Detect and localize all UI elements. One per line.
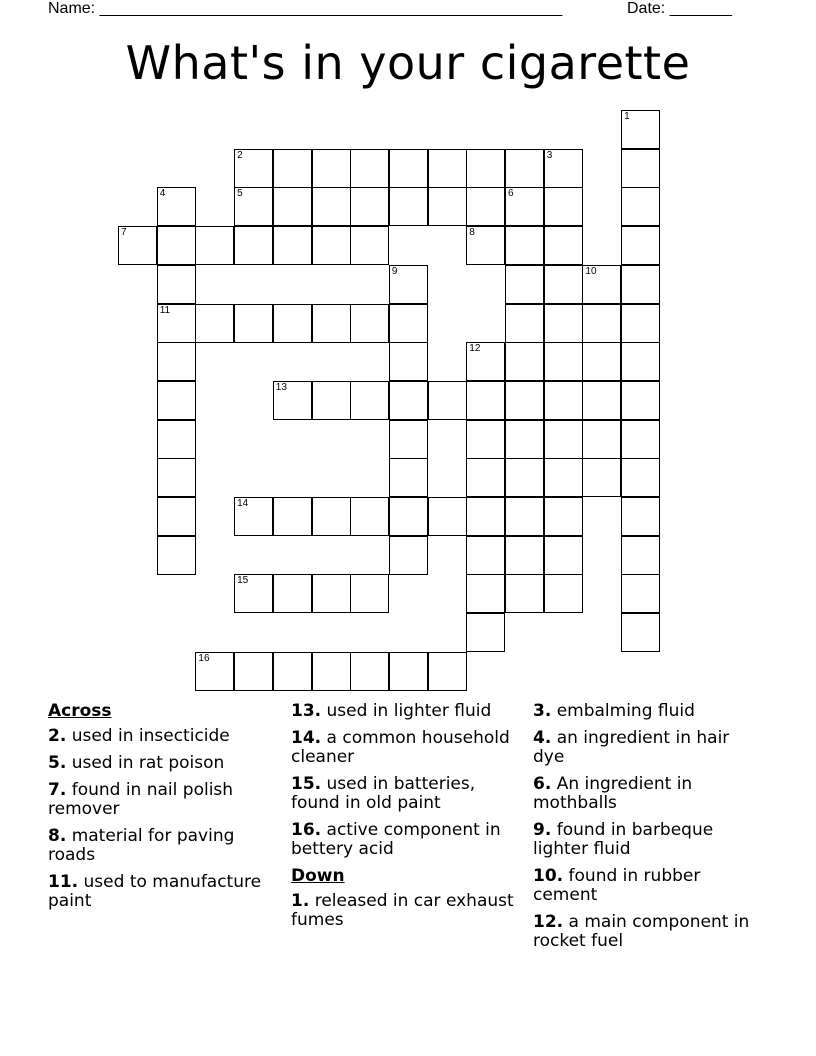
grid-cell[interactable] [157,381,196,420]
grid-cell[interactable] [350,187,389,226]
grid-cell[interactable] [273,381,312,420]
grid-cell[interactable] [428,381,467,420]
grid-cell[interactable] [312,574,351,613]
grid-cell[interactable] [621,226,660,265]
name-blank[interactable]: ____________________________________________________ [99,0,563,17]
grid-cell[interactable] [505,458,544,497]
grid-cell[interactable] [350,304,389,343]
grid-cell[interactable] [389,420,428,459]
grid-cell[interactable] [544,458,583,497]
clue-number: 5 [237,188,243,200]
grid-cell[interactable] [389,187,428,226]
grid-cell[interactable] [505,342,544,381]
grid-cell[interactable] [389,497,428,536]
clue-number: 7 [121,227,127,239]
grid-cell[interactable] [157,497,196,536]
grid-cell[interactable] [195,652,234,691]
grid-cell[interactable] [234,304,273,343]
clue-down-10: 10. found in rubber cement [533,866,701,905]
grid-cell[interactable] [505,536,544,575]
clue-across-7: 7. found in nail polish remover [48,780,234,819]
grid-cell[interactable] [428,149,467,188]
grid-cell[interactable] [273,574,312,613]
grid-cell[interactable] [621,342,660,381]
grid-cell[interactable] [389,458,428,497]
clue-down-4: 4. an ingredient in hair dye [533,728,730,767]
grid-cell[interactable] [505,265,544,304]
grid-cell[interactable] [389,536,428,575]
grid-cell[interactable] [195,304,234,343]
grid-cell[interactable] [428,652,467,691]
grid-cell[interactable] [466,574,505,613]
grid-cell[interactable] [350,226,389,265]
grid-cell[interactable] [312,652,351,691]
clue-number: 15 [237,575,249,587]
clue-number: 11 [159,304,171,316]
grid-cell[interactable] [273,187,312,226]
grid-cell[interactable] [621,304,660,343]
grid-cell[interactable] [157,187,196,226]
grid-cell[interactable] [273,652,312,691]
grid-cell[interactable] [312,226,351,265]
grid-cell[interactable] [466,458,505,497]
grid-cell[interactable] [157,304,196,343]
clue-across-16: 16. active component in bettery acid [291,820,501,859]
grid-cell[interactable] [544,149,583,188]
clue-number: 2 [237,149,243,161]
clue-down-12: 12. a main component in rocket fuel [533,912,750,951]
grid-cell[interactable] [621,574,660,613]
grid-cell[interactable] [621,381,660,420]
clue-across-5: 5. used in rat poison [48,753,225,773]
grid-cell[interactable] [582,342,621,381]
grid-cell[interactable] [234,652,273,691]
grid-cell[interactable] [544,226,583,265]
grid-cell[interactable] [234,574,273,613]
grid-cell[interactable] [195,226,234,265]
grid-cell[interactable] [621,536,660,575]
name-label: Name: [48,0,96,17]
clue-number: 9 [391,265,398,277]
grid-cell[interactable] [466,497,505,536]
grid-cell[interactable] [621,265,660,304]
grid-cell[interactable] [544,187,583,226]
grid-cell[interactable] [157,420,196,459]
grid-cell[interactable] [621,187,660,226]
grid-cell[interactable] [350,381,389,420]
grid-cell[interactable] [389,342,428,381]
grid-cell[interactable] [466,420,505,459]
clue-number: 13 [275,381,287,393]
grid-cell[interactable] [582,304,621,343]
grid-cell[interactable] [544,420,583,459]
grid-cell[interactable] [544,497,583,536]
grid-cell[interactable] [234,497,273,536]
grid-cell[interactable] [466,226,505,265]
grid-cell[interactable] [621,497,660,536]
page-title: What's in your cigarette [125,36,691,90]
grid-cell[interactable] [389,265,428,304]
clue-number: 6 [508,188,514,200]
clue-down-3: 3. embalming fluid [533,701,695,721]
clue-number: 4 [159,188,166,200]
clue-number: 1 [624,111,630,122]
clue-across-13: 13. used in lighter fluid [291,701,492,721]
clue-across-11: 11. used to manufacture paint [48,872,262,911]
grid-cell[interactable] [312,381,351,420]
grid-cell[interactable] [312,187,351,226]
grid-cell[interactable] [505,574,544,613]
grid-cell[interactable] [505,226,544,265]
grid-cell[interactable] [466,187,505,226]
clue-column-1 [48,702,278,919]
grid-cell[interactable] [157,536,196,575]
clue-number: 12 [469,343,481,355]
grid-cell[interactable] [621,110,660,149]
grid-cell[interactable] [544,381,583,420]
grid-cell[interactable] [350,652,389,691]
grid-cell[interactable] [389,149,428,188]
grid-cell[interactable] [466,381,505,420]
clue-number: 8 [469,227,475,239]
down-heading: Down [291,866,345,886]
grid-cell[interactable] [350,574,389,613]
grid-cell[interactable] [389,381,428,420]
grid-cell[interactable] [312,497,351,536]
grid-cell[interactable] [389,304,428,343]
grid-cell[interactable] [234,187,273,226]
grid-cell[interactable] [505,149,544,188]
grid-cell[interactable] [505,381,544,420]
date-label: Date: [627,0,666,17]
grid-cell[interactable] [234,226,273,265]
grid-cell[interactable] [157,226,196,265]
clue-down-9: 9. found in barbeque lighter fluid [533,820,714,859]
clue-down-6: 6. An ingredient in mothballs [533,774,693,813]
grid-cell[interactable] [312,304,351,343]
grid-cell[interactable] [428,497,467,536]
clue-number: 14 [237,498,249,509]
grid-cell[interactable] [466,613,505,652]
grid-cell[interactable] [157,265,196,304]
grid-cell[interactable] [466,536,505,575]
clue-number: 16 [198,652,210,664]
grid-cell[interactable] [621,149,660,188]
grid-cell[interactable] [582,420,621,459]
grid-cell[interactable] [544,304,583,343]
grid-cell[interactable] [234,149,273,188]
grid-cell[interactable] [621,458,660,497]
clue-column-3 [533,702,753,959]
grid-cell[interactable] [350,149,389,188]
grid-cell[interactable] [505,497,544,536]
grid-cell[interactable] [621,420,660,459]
grid-cell[interactable] [273,149,312,188]
grid-cell[interactable] [118,226,157,265]
clue-number: 10 [585,265,597,277]
grid-cell[interactable] [157,342,196,381]
grid-cell[interactable] [157,458,196,497]
clue-across-15: 15. used in batteries, found in old paint [291,774,476,813]
grid-cell[interactable] [273,304,312,343]
grid-cell[interactable] [582,458,621,497]
grid-cell[interactable] [312,149,351,188]
grid-cell[interactable] [505,420,544,459]
across-heading: Across [48,701,112,721]
grid-cell[interactable] [582,265,621,304]
grid-cell[interactable] [350,497,389,536]
clue-across-14: 14. a common household cleaner [291,728,510,767]
clue-down-1: 1. released in car exhaust fumes [291,891,514,930]
grid-cell[interactable] [582,381,621,420]
grid-cell[interactable] [466,149,505,188]
clue-across-2: 2. used in insecticide [48,726,230,746]
grid-cell[interactable] [466,342,505,381]
clue-number: 3 [546,149,553,161]
grid-cell[interactable] [544,342,583,381]
clue-across-8: 8. material for paving roads [48,826,235,865]
grid-cell[interactable] [544,574,583,613]
grid-cell[interactable] [621,613,660,652]
grid-cell[interactable] [544,536,583,575]
grid-cell[interactable] [544,265,583,304]
grid-cell[interactable] [505,187,544,226]
grid-cell[interactable] [273,497,312,536]
grid-cell[interactable] [273,226,312,265]
clue-column-2 [291,702,521,938]
grid-cell[interactable] [505,304,544,343]
grid-cell[interactable] [428,187,467,226]
grid-cell[interactable] [389,652,428,691]
date-blank[interactable]: _______ [669,0,732,17]
